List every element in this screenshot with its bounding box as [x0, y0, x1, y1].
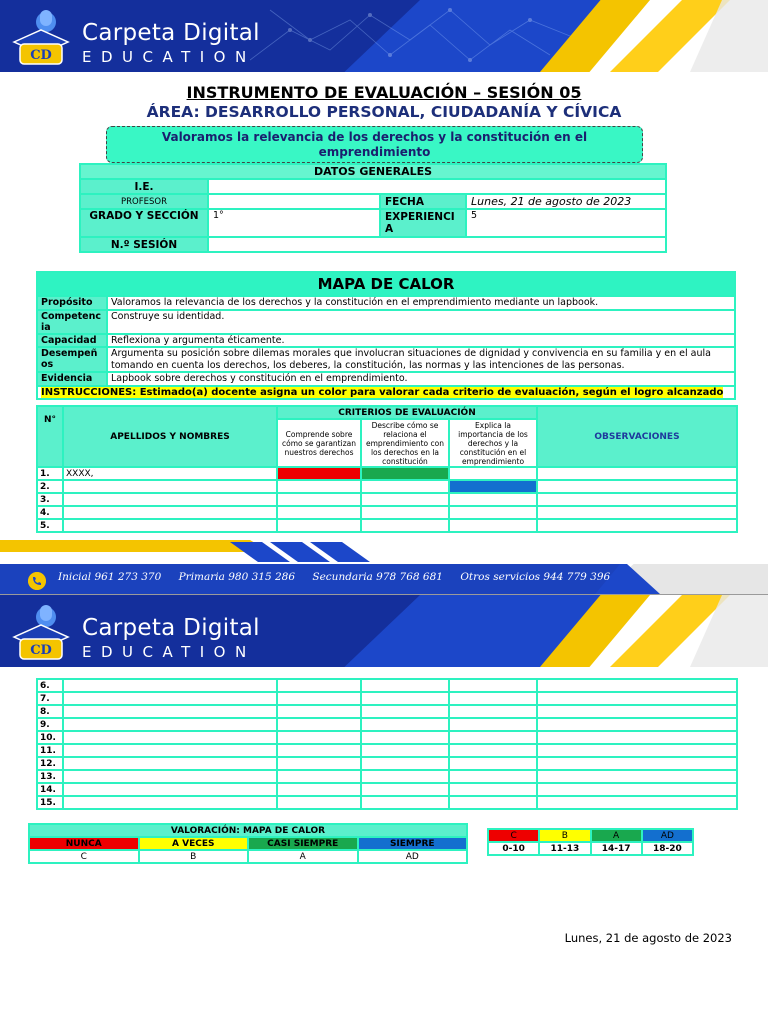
- grado-value: 1°: [208, 209, 380, 237]
- table-row: [37, 519, 737, 532]
- criterion-3-cell[interactable]: [449, 480, 537, 493]
- student-name[interactable]: [63, 679, 277, 692]
- criterion-1: Comprende sobre cómo se garantizan nuestros derechos: [277, 419, 361, 467]
- student-name[interactable]: [63, 796, 277, 809]
- row-number: 7.: [37, 692, 63, 705]
- criterion-1-cell[interactable]: [277, 692, 361, 705]
- footer-stripes-decoration: [0, 536, 400, 562]
- student-name[interactable]: [63, 770, 277, 783]
- observation-cell[interactable]: [537, 692, 737, 705]
- fecha-label: FECHA: [380, 194, 466, 209]
- sesion-value: [208, 237, 666, 252]
- observation-cell[interactable]: [537, 770, 737, 783]
- col-observations-header: OBSERVACIONES: [537, 406, 737, 467]
- contact-secundaria: Secundaria 978 768 681: [312, 571, 443, 583]
- criterion-3-cell[interactable]: [449, 692, 537, 705]
- observation-cell[interactable]: [537, 493, 737, 506]
- observation-cell[interactable]: [537, 506, 737, 519]
- criterion-1-cell[interactable]: [277, 480, 361, 493]
- table-row: [37, 480, 737, 493]
- profesor-label: PROFESOR: [80, 194, 208, 209]
- criterion-1-cell[interactable]: [277, 770, 361, 783]
- criterion-3-cell[interactable]: [449, 493, 537, 506]
- document-title: INSTRUMENTO DE EVALUACIÓN – SESIÓN 05: [186, 83, 582, 102]
- level-siempre: SIEMPRE: [358, 837, 468, 850]
- code-b: B: [139, 850, 249, 863]
- observation-cell[interactable]: [537, 796, 737, 809]
- scale-code-b: B: [539, 829, 590, 842]
- code-c: C: [29, 850, 139, 863]
- student-name[interactable]: [63, 692, 277, 705]
- criterion-3-cell[interactable]: [449, 770, 537, 783]
- observation-cell[interactable]: [537, 744, 737, 757]
- ie-value: [208, 179, 666, 194]
- row-number: 13.: [37, 770, 63, 783]
- criterion-3-cell[interactable]: [449, 705, 537, 718]
- brand-subtitle: EDUCATION: [82, 48, 256, 66]
- criterion-1-cell[interactable]: [277, 796, 361, 809]
- table-row: [37, 796, 737, 809]
- scale-range-b: 11-13: [539, 842, 590, 855]
- proposito-value: Valoramos la relevancia de los derechos y la constitución en el emprendimiento mediante un lapbook.: [107, 296, 735, 310]
- student-name[interactable]: [63, 783, 277, 796]
- criterion-1-cell[interactable]: [277, 493, 361, 506]
- table-row: [37, 783, 737, 796]
- code-a: A: [248, 850, 358, 863]
- criterion-1-cell[interactable]: [277, 519, 361, 532]
- fecha-value: Lunes, 21 de agosto de 2023: [466, 194, 666, 209]
- scale-code-a: A: [591, 829, 642, 842]
- student-name[interactable]: [63, 519, 277, 532]
- criterion-3-cell[interactable]: [449, 506, 537, 519]
- row-number: 10.: [37, 731, 63, 744]
- criterion-2-cell[interactable]: [361, 770, 449, 783]
- grading-scale-table: [487, 828, 694, 856]
- observation-cell[interactable]: [537, 757, 737, 770]
- brand-name: Carpeta Digital: [82, 20, 260, 46]
- table-row: [37, 770, 737, 783]
- capacidad-value: Reflexiona y argumenta éticamente.: [107, 334, 735, 348]
- table-row: [37, 757, 737, 770]
- contact-inicial: Inicial 961 273 370: [58, 571, 162, 583]
- area-subtitle: ÁREA: DESARROLLO PERSONAL, CIUDADANÍA Y CÍVICA: [146, 103, 622, 121]
- criterion-3: Explica la importancia de los derechos y la constitución en el emprendimiento: [449, 419, 537, 467]
- row-number: 15.: [37, 796, 63, 809]
- table-row: [37, 731, 737, 744]
- criterion-3-cell[interactable]: [449, 467, 537, 480]
- row-number: 3.: [37, 493, 63, 506]
- criterion-2: Describe cómo se relaciona el emprendimiento con los derechos en la constitución: [361, 419, 449, 467]
- criterion-2-cell[interactable]: [361, 493, 449, 506]
- row-number: 6.: [37, 679, 63, 692]
- table-row: [37, 679, 737, 692]
- grado-label: GRADO Y SECCIÓN: [80, 209, 208, 237]
- observation-cell[interactable]: [537, 705, 737, 718]
- profesor-value: [208, 194, 380, 209]
- row-number: 2.: [37, 480, 63, 493]
- criterion-2-cell[interactable]: [361, 731, 449, 744]
- experiencia-value: 5: [466, 209, 666, 237]
- row-number: 12.: [37, 757, 63, 770]
- criterion-3-cell[interactable]: [449, 796, 537, 809]
- heatmap-title: MAPA DE CALOR: [37, 272, 735, 296]
- proposito-label: Propósito: [37, 296, 107, 310]
- header-banner: [0, 0, 768, 72]
- phone-icon: [28, 572, 46, 590]
- desempenos-label: Desempeños: [37, 347, 107, 372]
- network-mesh-decoration: [250, 0, 580, 72]
- row-number: 5.: [37, 519, 63, 532]
- observation-cell[interactable]: [537, 679, 737, 692]
- brand-name: Carpeta Digital: [82, 615, 260, 641]
- evaluation-table-page2: [36, 678, 738, 810]
- student-name[interactable]: [63, 480, 277, 493]
- criterion-1-cell[interactable]: [277, 467, 361, 480]
- general-data-header: DATOS GENERALES: [80, 164, 666, 179]
- criterion-2-cell[interactable]: [361, 783, 449, 796]
- criterion-2-cell[interactable]: [361, 744, 449, 757]
- experiencia-label: EXPERIENCI A: [380, 209, 466, 237]
- criterion-3-cell[interactable]: [449, 731, 537, 744]
- competencia-value: Construye su identidad.: [107, 310, 735, 334]
- table-row: [37, 692, 737, 705]
- row-number: 11.: [37, 744, 63, 757]
- criterion-2-cell[interactable]: [361, 679, 449, 692]
- criterion-3-cell[interactable]: [449, 679, 537, 692]
- sesion-label: N.º SESIÓN: [80, 237, 208, 252]
- criterion-1-cell[interactable]: [277, 757, 361, 770]
- student-name[interactable]: XXXX,: [63, 467, 277, 480]
- criterion-2-cell[interactable]: [361, 692, 449, 705]
- row-number: 8.: [37, 705, 63, 718]
- student-name[interactable]: [63, 493, 277, 506]
- row-number: 9.: [37, 718, 63, 731]
- row-number: 1.: [37, 467, 63, 480]
- student-name[interactable]: [63, 744, 277, 757]
- table-row: [37, 493, 737, 506]
- brand-subtitle: EDUCATION: [82, 643, 256, 661]
- level-a-veces: A VECES: [139, 837, 249, 850]
- closing-date: Lunes, 21 de agosto de 2023: [564, 931, 732, 945]
- instructions: INSTRUCCIONES: Estimado(a) docente asigna un color para valorar cada criterio de evaluación, según el logro alcanzado: [37, 386, 735, 399]
- col-criteria-header: CRITERIOS DE EVALUACIÓN: [277, 406, 537, 419]
- criterion-1-cell[interactable]: [277, 705, 361, 718]
- header-banner-page2: [0, 595, 768, 667]
- contact-otros: Otros servicios 944 779 396: [460, 571, 611, 583]
- evidencia-label: Evidencia: [37, 372, 107, 386]
- student-name[interactable]: [63, 757, 277, 770]
- observation-cell[interactable]: [537, 783, 737, 796]
- criterion-3-cell[interactable]: [449, 783, 537, 796]
- student-name[interactable]: [63, 718, 277, 731]
- student-name[interactable]: [63, 705, 277, 718]
- table-row: [37, 467, 737, 480]
- evaluation-table-page1: [36, 405, 738, 533]
- competencia-label: Competencia: [37, 310, 107, 334]
- scale-range-a: 14-17: [591, 842, 642, 855]
- table-row: [37, 705, 737, 718]
- observation-cell[interactable]: [537, 519, 737, 532]
- svg-text:CD: CD: [30, 643, 52, 658]
- valoracion-table: [28, 823, 468, 864]
- col-names-header: APELLIDOS Y NOMBRES: [63, 406, 277, 467]
- scale-range-ad: 18-20: [642, 842, 693, 855]
- carpeta-digital-logo-icon: [10, 603, 72, 665]
- criterion-3-cell[interactable]: [449, 718, 537, 731]
- criterion-1-cell[interactable]: [277, 718, 361, 731]
- criterion-2-cell[interactable]: [361, 718, 449, 731]
- ie-label: I.E.: [80, 179, 208, 194]
- col-number-header: N°: [37, 406, 63, 467]
- criterion-1-cell[interactable]: [277, 679, 361, 692]
- scale-range-c: 0-10: [488, 842, 539, 855]
- svg-text:CD: CD: [30, 48, 52, 63]
- contact-primaria: Primaria 980 315 286: [178, 571, 296, 583]
- row-number: 4.: [37, 506, 63, 519]
- criterion-1-cell[interactable]: [277, 731, 361, 744]
- criterion-2-cell[interactable]: [361, 796, 449, 809]
- session-theme: Valoramos la relevancia de los derechos y la constitución en el emprendimiento: [106, 126, 643, 163]
- evidencia-value: Lapbook sobre derechos y constitución en el emprendimiento.: [107, 372, 735, 386]
- criterion-3-cell[interactable]: [449, 519, 537, 532]
- observation-cell[interactable]: [537, 480, 737, 493]
- table-row: [37, 718, 737, 731]
- table-row: [37, 506, 737, 519]
- criterion-2-cell[interactable]: [361, 705, 449, 718]
- table-row: [37, 744, 737, 757]
- scale-code-ad: AD: [642, 829, 693, 842]
- observation-cell[interactable]: [537, 731, 737, 744]
- criterion-3-cell[interactable]: [449, 744, 537, 757]
- criterion-1-cell[interactable]: [277, 744, 361, 757]
- capacidad-label: Capacidad: [37, 334, 107, 348]
- valoracion-title: VALORACIÓN: MAPA DE CALOR: [29, 824, 467, 837]
- heatmap-info-table: [36, 271, 736, 400]
- criterion-2-cell[interactable]: [361, 519, 449, 532]
- desempenos-value: Argumenta su posición sobre dilemas morales que involucran situaciones de dignidad y convivencia en su familia y en el aula tomando en cuenta los derechos, los deberes, la constitución, las normas y las intenciones de las personas.: [107, 347, 735, 372]
- row-number: 14.: [37, 783, 63, 796]
- level-casi-siempre: CASI SIEMPRE: [248, 837, 358, 850]
- carpeta-digital-logo-icon: [10, 8, 72, 70]
- footer-contacts: [58, 571, 624, 583]
- criterion-1-cell[interactable]: [277, 783, 361, 796]
- code-ad: AD: [358, 850, 468, 863]
- criterion-2-cell[interactable]: [361, 480, 449, 493]
- student-name[interactable]: [63, 731, 277, 744]
- criterion-2-cell[interactable]: [361, 757, 449, 770]
- level-nunca: NUNCA: [29, 837, 139, 850]
- criterion-1-cell[interactable]: [277, 506, 361, 519]
- criterion-2-cell[interactable]: [361, 506, 449, 519]
- criterion-3-cell[interactable]: [449, 757, 537, 770]
- footer-banner: [0, 536, 768, 594]
- observation-cell[interactable]: [537, 718, 737, 731]
- criterion-2-cell[interactable]: [361, 467, 449, 480]
- scale-code-c: C: [488, 829, 539, 842]
- observation-cell[interactable]: [537, 467, 737, 480]
- general-data-table: [79, 163, 667, 253]
- student-name[interactable]: [63, 506, 277, 519]
- page-2: [0, 594, 768, 1024]
